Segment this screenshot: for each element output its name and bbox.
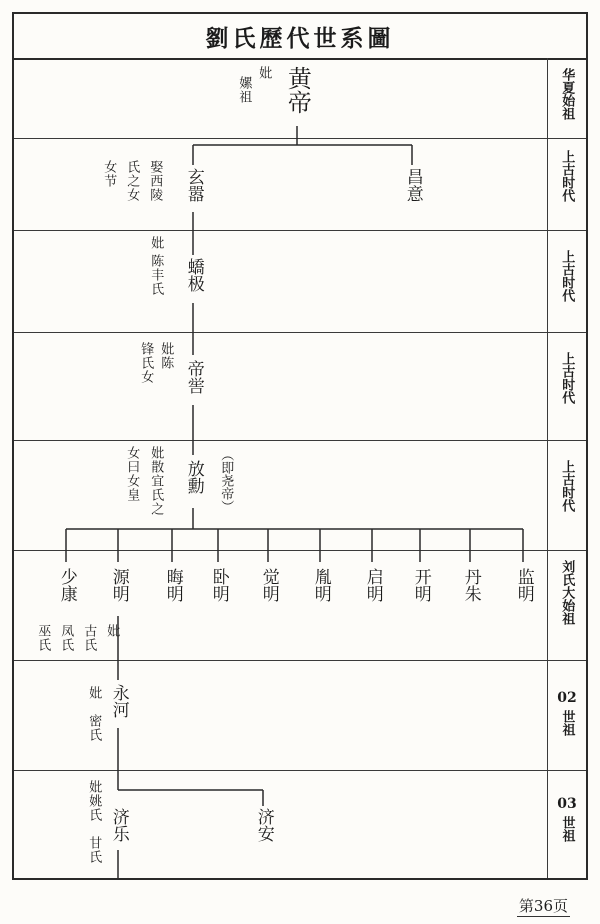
era-label-row-3: 上古时代 (559, 250, 575, 302)
spouse-xuanxiao-2: 氏之女 (124, 160, 140, 202)
spouse-jiaoji-2: 陈丰氏 (148, 254, 164, 296)
person-fangxun: 放勳 (183, 460, 204, 494)
spouse-diku-2: 锋氏女 (138, 342, 154, 384)
son-jueming: 觉明 (258, 568, 279, 602)
person-diku: 帝喾 (183, 360, 204, 394)
era-label-row-2: 上古时代 (559, 150, 575, 202)
row-divider (14, 550, 586, 551)
note-fangxun: （即尧帝） (218, 448, 234, 513)
era-label-row-1: 华夏始祖 (559, 68, 575, 120)
row-divider (14, 440, 586, 441)
generation-label-03 (547, 796, 587, 846)
spouse-yuanming-2: 古氏 (81, 624, 97, 652)
row-divider (14, 138, 586, 139)
spouse-yuanming-3: 凤氏 (58, 624, 74, 652)
person-xuanxiao: 玄嚣 (183, 168, 204, 202)
person-jile: 济乐 (108, 808, 129, 842)
son-woming: 卧明 (208, 568, 229, 602)
spouse-huangdi-1: 妣 (256, 66, 272, 80)
son-huiming: 晦明 (162, 568, 183, 602)
spouse-jiaoji-1: 妣 (148, 236, 164, 250)
spouse-xuanxiao-3: 女节 (101, 160, 117, 188)
era-label-row-4: 上古时代 (559, 352, 575, 404)
spouse-jile-1: 妣姚氏 (86, 780, 102, 822)
spouse-yuanming-4: 巫氏 (35, 624, 51, 652)
person-huangdi: 黄帝 (283, 66, 312, 114)
era-label-row-5: 上古时代 (559, 460, 575, 512)
person-jiaoji: 蟜极 (183, 258, 204, 292)
row-divider (14, 660, 586, 661)
person-changyi: 昌意 (402, 168, 423, 202)
generation-text: 世祖 (559, 710, 575, 736)
generation-label-02 (547, 690, 587, 740)
son-yuanming: 源明 (108, 568, 129, 602)
person-jian: 济安 (253, 808, 274, 842)
son-jianming: 监明 (513, 568, 534, 602)
generation-number: 03 (557, 796, 577, 812)
page-number: 第36页 (518, 897, 568, 915)
title-band (14, 14, 586, 60)
spouse-fangxun-2: 女曰女皇 (124, 446, 140, 502)
spouse-yuanming-1: 妣 (104, 624, 120, 638)
spouse-diku-1: 妣陈 (158, 342, 174, 370)
side-column-divider (547, 58, 548, 878)
son-kaiming: 开明 (410, 568, 431, 602)
row-divider (14, 332, 586, 333)
son-yinming: 胤明 (310, 568, 331, 602)
generation-text: 世祖 (559, 816, 575, 842)
spouse-huangdi-2: 嫘祖 (236, 76, 252, 104)
chart-title: 劉氏歷代世系圖 (205, 24, 395, 52)
person-yonghe: 永河 (108, 684, 129, 718)
generation-number: 02 (557, 690, 577, 706)
row-divider (14, 230, 586, 231)
son-danzhu: 丹朱 (460, 568, 481, 602)
genealogy-chart-frame (12, 12, 588, 880)
spouse-xuanxiao-1: 娶西陵 (147, 160, 163, 202)
son-qiming: 启明 (362, 568, 383, 602)
spouse-yonghe-1: 妣 (86, 686, 102, 700)
spouse-fangxun-1: 妣散宜氏之 (148, 446, 164, 516)
spouse-yonghe-2: 密氏 (86, 714, 102, 742)
era-label-row-6: 刘氏大始祖 (559, 560, 575, 625)
row-divider (14, 770, 586, 771)
son-shaokang: 少康 (56, 568, 77, 602)
spouse-jile-2: 甘氏 (86, 836, 102, 864)
